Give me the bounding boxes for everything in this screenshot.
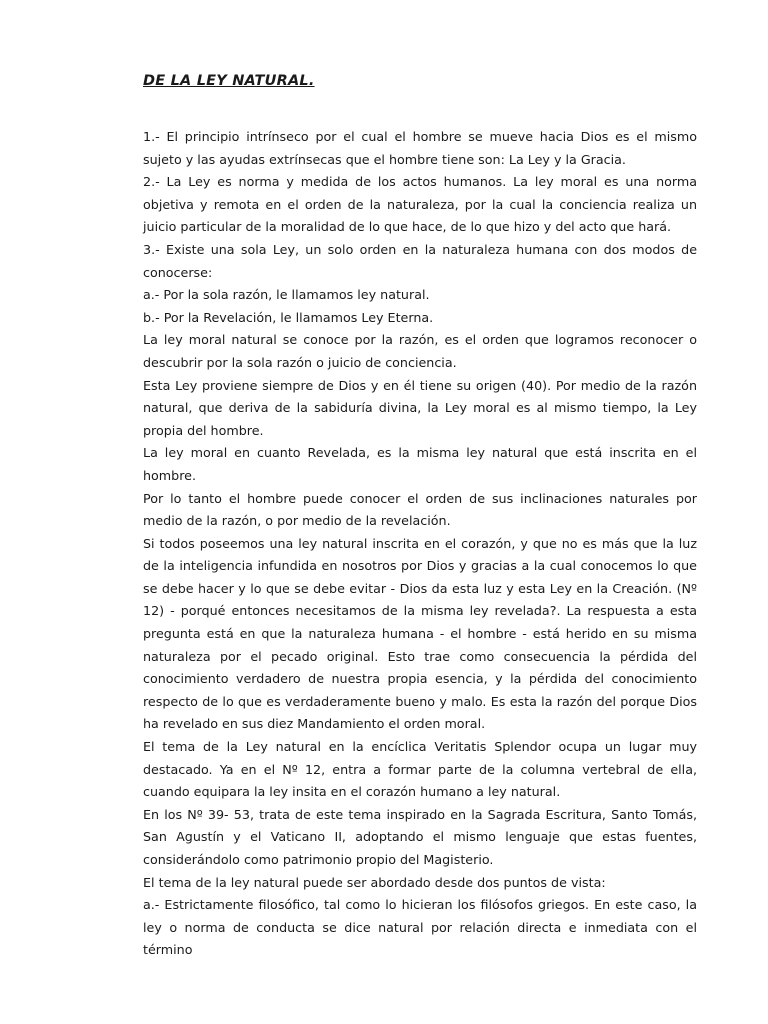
paragraph: b.- Por la Revelación, le llamamos Ley Eterna.: [143, 309, 434, 325]
paragraph: a.- Estrictamente filosófico, tal como lo hicieran los filósofos griegos. En este caso, la ley o norma de conducta se dice natural por relación directa e inmediata con el término: [143, 897, 697, 958]
paragraph: 2.- La Ley es norma y medida de los actos humanos. La ley moral es una norma objetiva y remota en el orden de la naturaleza, por la cual la conciencia realiza un juicio particular de la moralidad de lo que hace, de lo que hizo y del acto que hará.: [143, 174, 697, 235]
paragraph: El tema de la ley natural puede ser abordado desde dos puntos de vista:: [143, 874, 606, 890]
paragraph: Por lo tanto el hombre puede conocer el orden de sus inclinaciones naturales por medio de la razón, o por medio de la revelación.: [143, 490, 697, 529]
paragraph: Esta Ley proviene siempre de Dios y en él tiene su origen (40). Por medio de la razón natural, que deriva de la sabiduría divina, la Ley moral es al mismo tiempo, la Ley propia del hombre.: [143, 377, 697, 438]
document-body: [143, 126, 697, 962]
paragraph: Si todos poseemos una ley natural inscrita en el corazón, y que no es más que la luz de la inteligencia infundida en nosotros por Dios y gracias a la cual conocemos lo que se debe hacer y lo que se debe evitar - Dios da esta luz y esta Ley en la Creación. (Nº 12) - porqué entonces necesitamos de la misma ley revelada?. La respuesta a esta pregunta está en que la naturaleza humana - el hombre - está herido en su misma naturaleza por el pecado original. Esto trae como consecuencia la pérdida del conocimiento verdadero de nuestra propia esencia, y la pérdida del conocimiento respecto de lo que es verdaderamente bueno y malo. Es esta la razón del porque Dios ha revelado en sus diez Mandamiento el orden moral.: [143, 535, 697, 732]
paragraph: En los Nº 39- 53, trata de este tema inspirado en la Sagrada Escritura, Santo Tomás, San Agustín y el Vaticano II, adoptando el mismo lenguaje que estas fuentes, considerándolo como patrimonio propio del Magisterio.: [143, 806, 697, 867]
document-title: DE LA LEY NATURAL.: [143, 73, 315, 89]
paragraph: La ley moral natural se conoce por la razón, es el orden que logramos reconocer o descubrir por la sola razón o juicio de conciencia.: [143, 332, 697, 370]
paragraph: 3.- Existe una sola Ley, un solo orden en la naturaleza humana con dos modos de conocerse:: [143, 241, 697, 280]
paragraph: La ley moral en cuanto Revelada, es la misma ley natural que está inscrita en el hombre.: [143, 445, 697, 483]
document-page: [143, 70, 697, 962]
paragraph: 1.- El principio intrínseco por el cual el hombre se mueve hacia Dios es el mismo sujeto y las ayudas extrínsecas que el hombre tiene son: La Ley y la Gracia.: [143, 129, 697, 167]
paragraph: El tema de la Ley natural en la encíclica Veritatis Splendor ocupa un lugar muy destacado. Ya en el Nº 12, entra a formar parte de la columna vertebral de ella, cuando equipara la ley insita en el corazón humano a ley natural.: [143, 739, 697, 800]
paragraph: a.- Por la sola razón, le llamamos ley natural.: [143, 287, 430, 303]
